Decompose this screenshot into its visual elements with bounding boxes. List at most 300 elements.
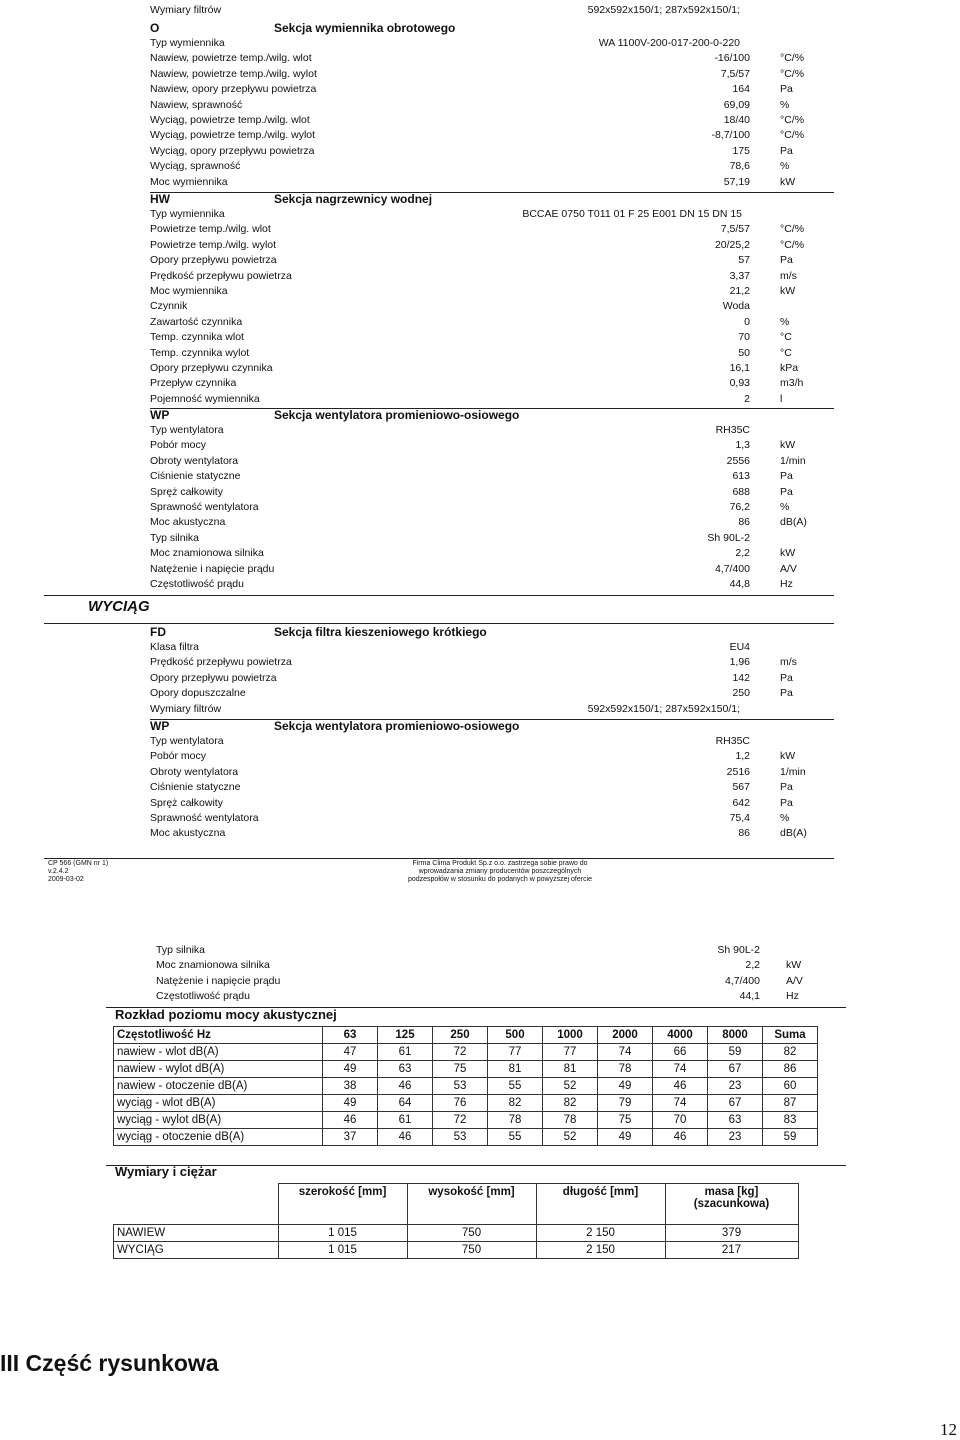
spec-value: 2,2 — [745, 959, 760, 972]
acoustic-cell: 77 — [488, 1044, 543, 1061]
spec-row — [156, 989, 850, 1004]
acoustic-cell: 74 — [598, 1044, 653, 1061]
spec-unit: °C/% — [780, 113, 805, 126]
dimensions-cell: 1 015 — [278, 1225, 407, 1242]
section-title: Sekcja wentylatora promieniowo-osiowego — [274, 408, 520, 422]
acoustic-cell: 2000 — [598, 1027, 653, 1044]
acoustic-cell: 75 — [433, 1061, 488, 1078]
acoustic-cell: 78 — [543, 1112, 598, 1129]
dimensions-cell: 750 — [407, 1242, 536, 1259]
spec-unit: % — [780, 500, 790, 513]
acoustic-table — [113, 1026, 818, 1146]
spec-row — [150, 284, 840, 299]
dimensions-title: Wymiary i ciężar — [115, 1164, 217, 1179]
spec-value: 2516 — [726, 765, 750, 778]
dimensions-cell: 379 — [665, 1225, 798, 1242]
acoustic-cell: 74 — [653, 1061, 708, 1078]
spec-row — [150, 376, 840, 391]
acoustic-row — [114, 1078, 818, 1095]
spec-row — [150, 128, 840, 143]
spec-value: 75,4 — [729, 811, 750, 824]
acoustic-cell: 81 — [488, 1061, 543, 1078]
spec-label: Przepływ czynnika — [150, 377, 237, 390]
section-code: O — [150, 21, 160, 35]
section-o — [150, 20, 840, 190]
spec-label: Częstotliwość prądu — [156, 990, 250, 1003]
spec-value: 2,2 — [735, 547, 750, 560]
dimensions-cell: WYCIĄG — [114, 1242, 279, 1259]
acoustic-cell: 49 — [598, 1129, 653, 1146]
spec-label: Obroty wentylatora — [150, 454, 239, 467]
section-hw — [150, 191, 840, 407]
acoustic-cell: 8000 — [708, 1027, 763, 1044]
acoustic-cell: 55 — [488, 1078, 543, 1095]
dimensions-header: długość [mm] — [536, 1184, 665, 1225]
spec-value: EU4 — [729, 641, 750, 653]
spec-label: Powietrze temp./wilg. wylot — [150, 238, 277, 251]
acoustic-cell: 83 — [763, 1112, 818, 1129]
spec-row — [150, 671, 840, 686]
spec-value: 1,3 — [735, 439, 750, 452]
acoustic-cell: 79 — [598, 1095, 653, 1112]
spec-value: RH35C — [715, 424, 750, 436]
acoustic-cell: 86 — [763, 1061, 818, 1078]
section-fd-rows — [150, 640, 840, 702]
spec-value: 44,8 — [729, 577, 750, 590]
spec-unit: % — [780, 315, 790, 328]
spec-value: 4,7/400 — [724, 974, 760, 987]
acoustic-cell: 82 — [763, 1044, 818, 1061]
spec-label: Nawiew, opory przepływu powietrza — [150, 83, 317, 96]
spec-row — [150, 500, 840, 515]
footer-note-2: wprowadzania zmiany producentów poszczególnych — [418, 868, 582, 875]
spec-value: 57 — [738, 254, 750, 267]
dimensions-header: szerokość [mm] — [278, 1184, 407, 1225]
spec-label: Typ silnika — [156, 944, 206, 956]
spec-row — [150, 515, 840, 530]
spec-row — [150, 640, 840, 655]
spec-value: 4,7/400 — [714, 562, 750, 575]
spec-label: Wyciąg, opory przepływu powietrza — [150, 144, 315, 157]
section-title: Sekcja wymiennika obrotowego — [274, 21, 456, 35]
spec-label: Pojemność wymiennika — [150, 392, 260, 405]
section-title: Sekcja wentylatora promieniowo-osiowego — [274, 719, 520, 733]
footer-right — [368, 860, 632, 884]
acoustic-cell: nawiew - wlot dB(A) — [114, 1044, 323, 1061]
spec-row — [150, 577, 840, 592]
spec-label: Opory przepływu czynnika — [150, 361, 273, 374]
acoustic-cell: 72 — [433, 1044, 488, 1061]
spec-label: Opory przepływu powietrza — [150, 671, 277, 684]
spec-unit: kW — [780, 284, 796, 297]
spec-label: Klasa filtra — [150, 641, 200, 653]
acoustic-cell: Suma — [763, 1027, 818, 1044]
spec-label: Nawiew, powietrze temp./wilg. wlot — [150, 52, 312, 65]
divider — [106, 1165, 846, 1166]
spec-row — [150, 469, 840, 484]
spec-row — [150, 454, 840, 469]
acoustic-cell: nawiew - otoczenie dB(A) — [114, 1078, 323, 1095]
acoustic-cell: 53 — [433, 1129, 488, 1146]
footer-doc-code: CP 566 (GMN nr 1) — [48, 860, 109, 867]
acoustic-cell: Częstotliwość Hz — [114, 1027, 323, 1044]
spec-value: 44,1 — [739, 990, 760, 1003]
acoustic-cell: 52 — [543, 1078, 598, 1095]
spec-row — [150, 315, 840, 330]
section-title: Sekcja filtra kieszeniowego krótkiego — [274, 625, 487, 639]
dimensions-cell: 1 015 — [278, 1242, 407, 1259]
acoustic-cell: wyciąg - wylot dB(A) — [114, 1112, 323, 1129]
spec-label: Sprawność wentylatora — [150, 811, 259, 824]
spec-label: Temp. czynnika wlot — [150, 331, 244, 344]
spec-label: Sprawność wentylatora — [150, 500, 259, 513]
spec-row — [150, 423, 840, 438]
section-hw-rows — [150, 222, 840, 407]
spec-label: Moc akustyczna — [150, 516, 226, 529]
acoustic-cell: 63 — [378, 1061, 433, 1078]
spec-unit: kW — [780, 175, 796, 188]
spec-value: 86 — [738, 827, 750, 840]
acoustic-cell: 78 — [488, 1112, 543, 1129]
spec-label: Czynnik — [150, 300, 188, 313]
spec-value: 70 — [738, 331, 750, 344]
acoustic-cell: 64 — [378, 1095, 433, 1112]
spec-unit: Hz — [786, 990, 799, 1003]
acoustic-cell: 81 — [543, 1061, 598, 1078]
spec-value: 21,2 — [729, 284, 750, 297]
spec-value: 16,1 — [729, 361, 750, 374]
acoustic-cell: 78 — [598, 1061, 653, 1078]
spec-row — [150, 222, 840, 237]
acoustic-cell: 46 — [653, 1078, 708, 1095]
spec-label: Opory przepływu powietrza — [150, 254, 277, 267]
wyciag-label: WYCIĄG — [88, 598, 150, 615]
dimensions-cell: 750 — [407, 1225, 536, 1242]
spec-value: 20/25,2 — [714, 238, 750, 251]
dimensions-header: wysokość [mm] — [407, 1184, 536, 1225]
dimensions-corner — [114, 1184, 279, 1225]
spec-value: -16/100 — [714, 52, 750, 65]
spec-unit: kW — [780, 750, 796, 763]
spec-unit: Pa — [780, 781, 793, 794]
spec-row — [150, 765, 840, 780]
spec-label: Natężenie i napięcie prądu — [156, 974, 281, 987]
acoustic-row — [114, 1129, 818, 1146]
spec-row — [150, 82, 840, 97]
section-wp-wyciag — [150, 718, 840, 842]
acoustic-row — [114, 1061, 818, 1078]
spec-row — [150, 144, 840, 159]
spec-unit: Pa — [780, 254, 793, 267]
spec-row — [150, 361, 840, 376]
motor-continuation — [156, 943, 850, 1005]
spec-label: Typ silnika — [150, 531, 200, 544]
spec-unit: kW — [780, 439, 796, 452]
spec-row — [150, 299, 840, 314]
spec-unit: 1/min — [780, 454, 806, 467]
acoustic-cell: 82 — [543, 1095, 598, 1112]
spec-label: Typ wentylatora — [150, 735, 224, 747]
spec-value: 7,5/57 — [720, 223, 750, 236]
acoustic-cell: 23 — [708, 1078, 763, 1095]
spec-value: 175 — [732, 144, 750, 157]
spec-value: 164 — [732, 83, 750, 96]
section-o-rows — [150, 51, 840, 190]
spec-label: Obroty wentylatora — [150, 765, 239, 778]
acoustic-row — [114, 1095, 818, 1112]
footer-left — [48, 860, 108, 884]
acoustic-cell: 250 — [433, 1027, 488, 1044]
spec-value: Sh 90L-2 — [717, 944, 760, 956]
spec-row — [150, 796, 840, 811]
spec-unit: °C/% — [780, 129, 805, 142]
spec-unit: Hz — [780, 577, 793, 590]
spec-label: Wyciąg, sprawność — [150, 160, 241, 173]
page-number: 12 — [940, 1420, 957, 1439]
acoustic-cell: 67 — [708, 1061, 763, 1078]
divider — [44, 595, 834, 596]
spec-row — [156, 943, 850, 958]
section-code: WP — [150, 719, 170, 733]
spec-unit: Pa — [780, 83, 793, 96]
spec-label: Wyciąg, powietrze temp./wilg. wylot — [150, 129, 316, 142]
acoustic-cell: 87 — [763, 1095, 818, 1112]
spec-row — [150, 686, 840, 701]
filters-value: 592x592x150/1; 287x592x150/1; — [587, 4, 740, 16]
footer-version: v.2.4.2 — [48, 868, 69, 875]
spec-value: 3,37 — [729, 269, 750, 282]
spec-unit: dB(A) — [780, 827, 807, 840]
spec-row — [150, 531, 840, 546]
spec-value: 1,96 — [729, 656, 750, 669]
spec-unit: m/s — [780, 656, 797, 669]
spec-unit: kW — [780, 547, 796, 560]
acoustic-row — [114, 1112, 818, 1129]
spec-unit: % — [780, 160, 790, 173]
spec-value: -8,7/100 — [711, 129, 750, 142]
footer-divider — [44, 858, 834, 859]
spec-value: 18/40 — [723, 113, 750, 126]
spec-unit: 1/min — [780, 765, 806, 778]
spec-unit: °C/% — [780, 238, 805, 251]
dimensions-row — [114, 1225, 799, 1242]
spec-unit: °C/% — [780, 52, 805, 65]
spec-unit: °C/% — [780, 223, 805, 236]
spec-unit: Pa — [780, 671, 793, 684]
dimensions-row — [114, 1242, 799, 1259]
acoustic-cell: 60 — [763, 1078, 818, 1095]
spec-value: 2556 — [726, 454, 750, 467]
spec-label: Prędkość przepływu powietrza — [150, 269, 292, 282]
spec-unit: kPa — [780, 361, 799, 374]
spec-label: Moc wymiennika — [150, 175, 228, 188]
spec-label: Moc znamionowa silnika — [150, 547, 264, 560]
spec-row — [150, 175, 840, 190]
acoustic-cell: 55 — [488, 1129, 543, 1146]
spec-value: 7,5/57 — [720, 67, 750, 80]
spec-unit: Pa — [780, 470, 793, 483]
spec-row — [150, 655, 840, 670]
spec-row — [150, 780, 840, 795]
acoustic-cell: 76 — [433, 1095, 488, 1112]
acoustic-title: Rozkład poziomu mocy akustycznej — [115, 1007, 337, 1022]
acoustic-cell: 61 — [378, 1112, 433, 1129]
acoustic-cell: 49 — [598, 1078, 653, 1095]
spec-unit: A/V — [780, 562, 797, 575]
spec-value: 1,2 — [735, 750, 750, 763]
spec-label: Nawiew, powietrze temp./wilg. wylot — [150, 67, 317, 80]
acoustic-cell: nawiew - wylot dB(A) — [114, 1061, 323, 1078]
acoustic-cell: 46 — [653, 1129, 708, 1146]
spec-value: RH35C — [715, 735, 750, 747]
acoustic-cell: 37 — [323, 1129, 378, 1146]
spec-label: Wyciąg, powietrze temp./wilg. wlot — [150, 113, 310, 126]
spec-value: 250 — [732, 687, 750, 700]
spec-row — [150, 811, 840, 826]
acoustic-cell: 52 — [543, 1129, 598, 1146]
spec-value: 78,6 — [729, 160, 750, 173]
spec-unit: Pa — [780, 796, 793, 809]
acoustic-row — [114, 1044, 818, 1061]
acoustic-cell: 125 — [378, 1027, 433, 1044]
filters-label: Wymiary filtrów — [150, 4, 222, 16]
spec-unit: °C — [780, 331, 792, 344]
spec-value: Sh 90L-2 — [707, 531, 750, 544]
spec-row — [150, 330, 840, 345]
spec-label: Moc znamionowa silnika — [156, 959, 270, 972]
acoustic-cell: 75 — [598, 1112, 653, 1129]
acoustic-cell: 77 — [543, 1044, 598, 1061]
spec-label: Powietrze temp./wilg. wlot — [150, 223, 271, 236]
spec-row — [150, 238, 840, 253]
spec-value: 76,2 — [729, 500, 750, 513]
spec-value: 50 — [738, 346, 750, 359]
spec-value: Woda — [722, 300, 750, 313]
spec-value: 142 — [732, 671, 750, 684]
spec-unit: Pa — [780, 485, 793, 498]
spec-unit: kW — [786, 959, 802, 972]
section-wp2-rows — [150, 734, 840, 842]
footer-note-3: podzespołów w stosunku do podanych w powyższej ofercie — [407, 876, 593, 883]
acoustic-cell: 500 — [488, 1027, 543, 1044]
section-heading: III Część rysunkowa — [0, 1350, 219, 1376]
spec-unit: °C/% — [780, 67, 805, 80]
acoustic-cell: 38 — [323, 1078, 378, 1095]
section-wp1-rows — [150, 423, 840, 592]
acoustic-cell: 46 — [323, 1112, 378, 1129]
spec-row — [150, 734, 840, 749]
spec-unit: °C — [780, 346, 792, 359]
spec-value: 0,93 — [729, 377, 750, 390]
spec-row — [150, 562, 840, 577]
acoustic-cell: 63 — [708, 1112, 763, 1129]
spec-unit: m3/h — [780, 377, 804, 390]
spec-value: 2 — [744, 392, 750, 405]
spec-label: Temp. czynnika wylot — [150, 346, 250, 359]
spec-row — [150, 438, 840, 453]
spec-row — [150, 113, 840, 128]
spec-label: Opory dopuszczalne — [150, 687, 246, 700]
acoustic-cell: 70 — [653, 1112, 708, 1129]
spec-row — [150, 485, 840, 500]
spec-unit: % — [780, 811, 790, 824]
acoustic-cell: wyciąg - wlot dB(A) — [114, 1095, 323, 1112]
spec-label: Nawiew, sprawność — [150, 98, 243, 111]
dimensions-table — [113, 1183, 799, 1259]
section-title: Sekcja nagrzewnicy wodnej — [274, 192, 433, 206]
motor-rows — [156, 943, 850, 1005]
acoustic-cell: 23 — [708, 1129, 763, 1146]
acoustic-cell: 82 — [488, 1095, 543, 1112]
spec-label: Ciśnienie statyczne — [150, 781, 241, 794]
spec-label: Pobór mocy — [150, 750, 207, 763]
spec-row — [150, 51, 840, 66]
spec-value: 69,09 — [723, 98, 750, 111]
spec-row — [150, 826, 840, 841]
spec-row — [150, 159, 840, 174]
section-fd — [150, 624, 840, 717]
spec-unit: A/V — [786, 974, 803, 987]
dimensions-cell: 2 150 — [536, 1225, 665, 1242]
spec-row — [150, 269, 840, 284]
spec-label: Moc akustyczna — [150, 827, 226, 840]
type-value: WA 1100V-200-017-200-0-220 — [598, 37, 740, 49]
spec-value: 86 — [738, 516, 750, 529]
acoustic-cell: 66 — [653, 1044, 708, 1061]
filters-label: Wymiary filtrów — [150, 702, 222, 715]
dimensions-cell: NAWIEW — [114, 1225, 279, 1242]
acoustic-cell: 61 — [378, 1044, 433, 1061]
acoustic-cell: 46 — [378, 1078, 433, 1095]
spec-unit: m/s — [780, 269, 797, 282]
spec-unit: % — [780, 98, 790, 111]
spec-value: 613 — [732, 470, 750, 483]
spec-label: Ciśnienie statyczne — [150, 470, 241, 483]
spec-label: Zawartość czynnika — [150, 315, 243, 328]
spec-label: Natężenie i napięcie prądu — [150, 562, 275, 575]
spec-unit: Pa — [780, 144, 793, 157]
dimensions-cell: 217 — [665, 1242, 798, 1259]
spec-unit: dB(A) — [780, 516, 807, 529]
footer-note-1: Firma Clima Produkt Sp.z o.o. zastrzega sobie prawo do — [412, 860, 588, 867]
dimensions-header: masa [kg] (szacunkowa) — [665, 1184, 798, 1225]
spec-value: 567 — [732, 781, 750, 794]
spec-value: 642 — [732, 796, 750, 809]
acoustic-cell: 59 — [708, 1044, 763, 1061]
spec-label: Prędkość przepływu powietrza — [150, 656, 292, 669]
acoustic-cell: 74 — [653, 1095, 708, 1112]
spec-row — [150, 67, 840, 82]
acoustic-cell: 63 — [323, 1027, 378, 1044]
acoustic-cell: 72 — [433, 1112, 488, 1129]
section-code: HW — [150, 192, 170, 206]
acoustic-cell: 59 — [763, 1129, 818, 1146]
section-code: WP — [150, 408, 170, 422]
spec-row — [150, 346, 840, 361]
spec-row — [156, 974, 850, 989]
spec-row — [150, 392, 840, 407]
spec-label: Moc wymiennika — [150, 284, 228, 297]
spec-label: Typ wentylatora — [150, 424, 224, 436]
spec-row — [156, 958, 850, 973]
spec-unit: l — [780, 392, 783, 405]
acoustic-cell: 47 — [323, 1044, 378, 1061]
top-filters-row — [150, 3, 840, 18]
spec-value: 0 — [744, 315, 750, 328]
acoustic-cell: 4000 — [653, 1027, 708, 1044]
spec-row — [150, 253, 840, 268]
section-wp-nawiew — [150, 407, 840, 592]
